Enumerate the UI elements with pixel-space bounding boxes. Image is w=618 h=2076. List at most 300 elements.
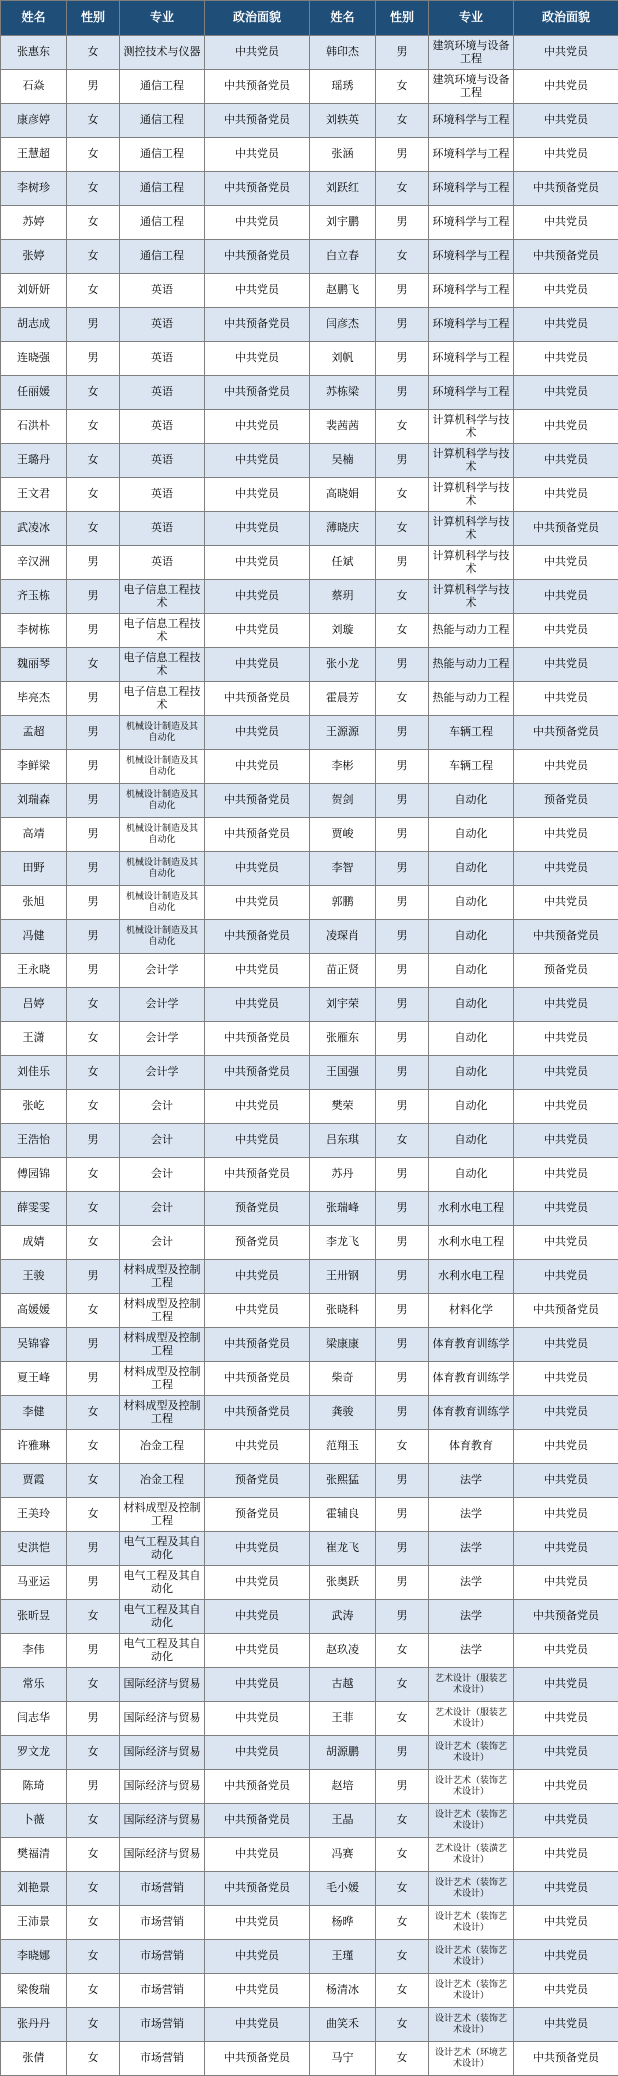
cell-political-status-left: 中共党员 bbox=[205, 1668, 310, 1702]
cell-political-status-left: 中共党员 bbox=[205, 580, 310, 614]
cell-name-left: 苏婷 bbox=[1, 206, 67, 240]
cell-major-right: 法学 bbox=[429, 1464, 514, 1498]
cell-major-left: 市场营销 bbox=[120, 1906, 205, 1940]
cell-name-right: 冯赛 bbox=[310, 1838, 376, 1872]
cell-name-left: 康彦婷 bbox=[1, 104, 67, 138]
cell-political-status-left: 中共预备党员 bbox=[205, 818, 310, 852]
cell-name-left: 贾霞 bbox=[1, 1464, 67, 1498]
cell-political-status-right: 中共党员 bbox=[514, 1736, 618, 1770]
table-row bbox=[1, 1158, 618, 1192]
table-row bbox=[1, 1736, 618, 1770]
cell-gender-left: 女 bbox=[67, 1294, 120, 1328]
cell-gender-right: 男 bbox=[376, 342, 429, 376]
cell-political-status-right: 中共党员 bbox=[514, 546, 618, 580]
cell-name-right: 龚骏 bbox=[310, 1396, 376, 1430]
cell-name-right: 刘璇 bbox=[310, 614, 376, 648]
cell-political-status-right: 中共党员 bbox=[514, 1124, 618, 1158]
table-row bbox=[1, 478, 618, 512]
cell-gender-left: 女 bbox=[67, 1022, 120, 1056]
cell-political-status-right: 中共党员 bbox=[514, 138, 618, 172]
cell-major-right: 艺术设计（服装艺术设计） bbox=[429, 1668, 514, 1702]
cell-major-right: 热能与动力工程 bbox=[429, 648, 514, 682]
header-major-left: 专业 bbox=[120, 1, 205, 36]
cell-major-left: 英语 bbox=[120, 376, 205, 410]
cell-major-left: 英语 bbox=[120, 512, 205, 546]
cell-gender-right: 女 bbox=[376, 580, 429, 614]
cell-major-right: 自动化 bbox=[429, 818, 514, 852]
cell-political-status-right: 中共党员 bbox=[514, 274, 618, 308]
cell-gender-left: 男 bbox=[67, 614, 120, 648]
cell-name-left: 田野 bbox=[1, 852, 67, 886]
cell-name-left: 孟超 bbox=[1, 716, 67, 750]
cell-name-right: 刘帆 bbox=[310, 342, 376, 376]
cell-name-left: 梁俊瑞 bbox=[1, 1974, 67, 2008]
cell-gender-right: 男 bbox=[376, 852, 429, 886]
cell-name-right: 李龙飞 bbox=[310, 1226, 376, 1260]
cell-gender-right: 男 bbox=[376, 1226, 429, 1260]
cell-major-right: 环境科学与工程 bbox=[429, 274, 514, 308]
cell-major-left: 国际经济与贸易 bbox=[120, 1668, 205, 1702]
cell-name-right: 王国强 bbox=[310, 1056, 376, 1090]
cell-political-status-right: 中共党员 bbox=[514, 1498, 618, 1532]
cell-gender-right: 男 bbox=[376, 274, 429, 308]
cell-gender-left: 女 bbox=[67, 1498, 120, 1532]
cell-political-status-right: 中共预备党员 bbox=[514, 2042, 618, 2076]
header-political-status-left: 政治面貌 bbox=[205, 1, 310, 36]
cell-gender-left: 女 bbox=[67, 1838, 120, 1872]
cell-political-status-right: 中共党员 bbox=[514, 1362, 618, 1396]
table-row bbox=[1, 1838, 618, 1872]
cell-name-right: 高晓娟 bbox=[310, 478, 376, 512]
cell-name-right: 凌琛肖 bbox=[310, 920, 376, 954]
cell-major-right: 法学 bbox=[429, 1600, 514, 1634]
cell-gender-right: 女 bbox=[376, 1668, 429, 1702]
cell-major-left: 英语 bbox=[120, 478, 205, 512]
cell-name-right: 郭鹏 bbox=[310, 886, 376, 920]
cell-gender-left: 女 bbox=[67, 1158, 120, 1192]
cell-gender-right: 男 bbox=[376, 1056, 429, 1090]
cell-political-status-left: 中共党员 bbox=[205, 1294, 310, 1328]
cell-major-right: 体育教育训练学 bbox=[429, 1362, 514, 1396]
cell-gender-left: 女 bbox=[67, 1872, 120, 1906]
cell-name-right: 瑶琇 bbox=[310, 70, 376, 104]
header-gender-right: 性别 bbox=[376, 1, 429, 36]
cell-gender-right: 女 bbox=[376, 104, 429, 138]
cell-gender-left: 女 bbox=[67, 1736, 120, 1770]
cell-name-left: 张屹 bbox=[1, 1090, 67, 1124]
table-row bbox=[1, 614, 618, 648]
cell-major-left: 电气工程及其自动化 bbox=[120, 1634, 205, 1668]
cell-political-status-left: 中共党员 bbox=[205, 1838, 310, 1872]
cell-name-right: 毛小媛 bbox=[310, 1872, 376, 1906]
cell-major-left: 机械设计制造及其自动化 bbox=[120, 750, 205, 784]
cell-political-status-right: 中共党员 bbox=[514, 2008, 618, 2042]
cell-name-left: 连晓强 bbox=[1, 342, 67, 376]
cell-gender-right: 男 bbox=[376, 988, 429, 1022]
cell-political-status-right: 中共党员 bbox=[514, 1464, 618, 1498]
cell-major-left: 通信工程 bbox=[120, 206, 205, 240]
cell-political-status-right: 中共党员 bbox=[514, 206, 618, 240]
table-row bbox=[1, 1770, 618, 1804]
table-row bbox=[1, 1362, 618, 1396]
cell-gender-left: 女 bbox=[67, 376, 120, 410]
cell-political-status-left: 中共预备党员 bbox=[205, 1022, 310, 1056]
cell-political-status-right: 中共党员 bbox=[514, 852, 618, 886]
cell-major-right: 水利水电工程 bbox=[429, 1260, 514, 1294]
cell-major-left: 冶金工程 bbox=[120, 1464, 205, 1498]
cell-political-status-left: 中共党员 bbox=[205, 1124, 310, 1158]
table-row bbox=[1, 1430, 618, 1464]
cell-major-left: 测控技术与仪器 bbox=[120, 36, 205, 70]
cell-gender-right: 女 bbox=[376, 682, 429, 716]
cell-major-right: 自动化 bbox=[429, 1056, 514, 1090]
cell-political-status-left: 中共党员 bbox=[205, 546, 310, 580]
cell-political-status-left: 中共预备党员 bbox=[205, 2042, 310, 2076]
cell-name-right: 胡源鹏 bbox=[310, 1736, 376, 1770]
cell-name-left: 王慧超 bbox=[1, 138, 67, 172]
cell-gender-right: 女 bbox=[376, 2008, 429, 2042]
cell-name-right: 张熙猛 bbox=[310, 1464, 376, 1498]
cell-name-left: 史洪恺 bbox=[1, 1532, 67, 1566]
cell-gender-left: 男 bbox=[67, 1702, 120, 1736]
cell-name-right: 韩印杰 bbox=[310, 36, 376, 70]
cell-name-right: 张小龙 bbox=[310, 648, 376, 682]
cell-gender-right: 男 bbox=[376, 1260, 429, 1294]
table-row bbox=[1, 920, 618, 954]
cell-major-right: 热能与动力工程 bbox=[429, 614, 514, 648]
cell-name-right: 赵鹏飞 bbox=[310, 274, 376, 308]
cell-political-status-left: 中共党员 bbox=[205, 1974, 310, 2008]
cell-political-status-left: 中共党员 bbox=[205, 1940, 310, 1974]
cell-major-left: 通信工程 bbox=[120, 70, 205, 104]
cell-political-status-left: 中共党员 bbox=[205, 1600, 310, 1634]
table-row bbox=[1, 818, 618, 852]
cell-political-status-left: 中共党员 bbox=[205, 2008, 310, 2042]
cell-political-status-left: 中共党员 bbox=[205, 648, 310, 682]
cell-gender-right: 女 bbox=[376, 1430, 429, 1464]
header-major-right: 专业 bbox=[429, 1, 514, 36]
cell-gender-left: 男 bbox=[67, 682, 120, 716]
cell-gender-right: 女 bbox=[376, 70, 429, 104]
cell-political-status-left: 中共党员 bbox=[205, 886, 310, 920]
cell-gender-right: 女 bbox=[376, 1124, 429, 1158]
cell-name-right: 柴奇 bbox=[310, 1362, 376, 1396]
cell-political-status-left: 中共党员 bbox=[205, 342, 310, 376]
cell-political-status-right: 中共党员 bbox=[514, 886, 618, 920]
cell-name-left: 胡志成 bbox=[1, 308, 67, 342]
cell-major-left: 电子信息工程技术 bbox=[120, 648, 205, 682]
table-row bbox=[1, 1532, 618, 1566]
cell-gender-right: 男 bbox=[376, 1328, 429, 1362]
cell-political-status-left: 中共预备党员 bbox=[205, 104, 310, 138]
cell-gender-left: 男 bbox=[67, 580, 120, 614]
table-row bbox=[1, 1498, 618, 1532]
cell-name-left: 石焱 bbox=[1, 70, 67, 104]
cell-major-right: 艺术设计（装潢艺术设计） bbox=[429, 1838, 514, 1872]
cell-name-right: 赵培 bbox=[310, 1770, 376, 1804]
cell-political-status-left: 中共党员 bbox=[205, 444, 310, 478]
cell-major-left: 材料成型及控制工程 bbox=[120, 1362, 205, 1396]
cell-major-left: 材料成型及控制工程 bbox=[120, 1294, 205, 1328]
cell-major-right: 法学 bbox=[429, 1532, 514, 1566]
table-row bbox=[1, 512, 618, 546]
cell-gender-right: 男 bbox=[376, 1770, 429, 1804]
cell-name-right: 贺剑 bbox=[310, 784, 376, 818]
cell-gender-right: 男 bbox=[376, 138, 429, 172]
cell-major-right: 法学 bbox=[429, 1566, 514, 1600]
cell-political-status-right: 中共党员 bbox=[514, 750, 618, 784]
cell-name-left: 傅园锦 bbox=[1, 1158, 67, 1192]
cell-name-right: 樊荣 bbox=[310, 1090, 376, 1124]
cell-gender-right: 男 bbox=[376, 308, 429, 342]
cell-name-left: 王浩怡 bbox=[1, 1124, 67, 1158]
cell-name-left: 张婷 bbox=[1, 240, 67, 274]
cell-major-left: 会计学 bbox=[120, 954, 205, 988]
cell-major-right: 设计艺术（装饰艺术设计） bbox=[429, 1736, 514, 1770]
cell-political-status-right: 中共党员 bbox=[514, 988, 618, 1022]
cell-name-right: 白立春 bbox=[310, 240, 376, 274]
cell-political-status-left: 中共党员 bbox=[205, 1702, 310, 1736]
table-row bbox=[1, 172, 618, 206]
cell-major-right: 车辆工程 bbox=[429, 750, 514, 784]
cell-political-status-left: 中共预备党员 bbox=[205, 70, 310, 104]
table-row bbox=[1, 1464, 618, 1498]
cell-major-left: 会计 bbox=[120, 1226, 205, 1260]
cell-gender-left: 男 bbox=[67, 1566, 120, 1600]
cell-gender-left: 男 bbox=[67, 716, 120, 750]
cell-gender-left: 男 bbox=[67, 1124, 120, 1158]
cell-name-left: 石洪朴 bbox=[1, 410, 67, 444]
cell-major-right: 自动化 bbox=[429, 852, 514, 886]
cell-gender-left: 女 bbox=[67, 512, 120, 546]
cell-gender-right: 男 bbox=[376, 1464, 429, 1498]
cell-major-left: 机械设计制造及其自动化 bbox=[120, 818, 205, 852]
cell-gender-left: 男 bbox=[67, 70, 120, 104]
table-row bbox=[1, 2008, 618, 2042]
cell-political-status-left: 中共党员 bbox=[205, 1090, 310, 1124]
cell-major-left: 市场营销 bbox=[120, 1974, 205, 2008]
cell-name-left: 樊福清 bbox=[1, 1838, 67, 1872]
cell-political-status-right: 中共党员 bbox=[514, 1974, 618, 2008]
cell-political-status-right: 中共预备党员 bbox=[514, 716, 618, 750]
cell-name-right: 裴茜茜 bbox=[310, 410, 376, 444]
table-row bbox=[1, 2042, 618, 2076]
cell-major-right: 环境科学与工程 bbox=[429, 342, 514, 376]
cell-major-right: 计算机科学与技术 bbox=[429, 478, 514, 512]
cell-name-right: 苏丹 bbox=[310, 1158, 376, 1192]
cell-name-left: 马亚运 bbox=[1, 1566, 67, 1600]
cell-major-left: 市场营销 bbox=[120, 1872, 205, 1906]
cell-gender-left: 女 bbox=[67, 444, 120, 478]
cell-name-left: 王沛景 bbox=[1, 1906, 67, 1940]
cell-major-left: 通信工程 bbox=[120, 172, 205, 206]
cell-name-right: 薄晓庆 bbox=[310, 512, 376, 546]
cell-gender-left: 女 bbox=[67, 1940, 120, 1974]
cell-gender-left: 女 bbox=[67, 240, 120, 274]
cell-political-status-right: 中共党员 bbox=[514, 410, 618, 444]
cell-name-right: 马宁 bbox=[310, 2042, 376, 2076]
cell-gender-right: 男 bbox=[376, 1362, 429, 1396]
table-row bbox=[1, 1056, 618, 1090]
cell-major-left: 通信工程 bbox=[120, 138, 205, 172]
cell-gender-left: 女 bbox=[67, 1192, 120, 1226]
cell-gender-right: 女 bbox=[376, 1804, 429, 1838]
cell-political-status-right: 中共党员 bbox=[514, 580, 618, 614]
cell-gender-left: 男 bbox=[67, 546, 120, 580]
cell-gender-left: 男 bbox=[67, 1770, 120, 1804]
cell-political-status-left: 中共党员 bbox=[205, 988, 310, 1022]
cell-political-status-left: 中共党员 bbox=[205, 1736, 310, 1770]
cell-name-right: 曲笑禾 bbox=[310, 2008, 376, 2042]
cell-gender-right: 男 bbox=[376, 818, 429, 852]
cell-major-left: 市场营销 bbox=[120, 1940, 205, 1974]
cell-name-left: 毕亮杰 bbox=[1, 682, 67, 716]
cell-political-status-left: 中共预备党员 bbox=[205, 172, 310, 206]
cell-name-right: 张奥跃 bbox=[310, 1566, 376, 1600]
cell-major-right: 体育教育训练学 bbox=[429, 1396, 514, 1430]
table-row bbox=[1, 1804, 618, 1838]
cell-political-status-right: 中共党员 bbox=[514, 1770, 618, 1804]
cell-name-right: 古越 bbox=[310, 1668, 376, 1702]
cell-major-left: 电气工程及其自动化 bbox=[120, 1566, 205, 1600]
cell-major-right: 设计艺术（环境艺术设计） bbox=[429, 2042, 514, 2076]
cell-political-status-right: 中共党员 bbox=[514, 818, 618, 852]
cell-gender-left: 女 bbox=[67, 1464, 120, 1498]
cell-political-status-right: 中共党员 bbox=[514, 1702, 618, 1736]
cell-gender-right: 女 bbox=[376, 1634, 429, 1668]
cell-major-left: 英语 bbox=[120, 342, 205, 376]
cell-name-right: 蔡玥 bbox=[310, 580, 376, 614]
table-row bbox=[1, 682, 618, 716]
cell-name-right: 霍晨芳 bbox=[310, 682, 376, 716]
table-row bbox=[1, 1294, 618, 1328]
cell-name-left: 薛雯雯 bbox=[1, 1192, 67, 1226]
cell-major-right: 建筑环境与设备工程 bbox=[429, 70, 514, 104]
table-row bbox=[1, 580, 618, 614]
cell-political-status-left: 预备党员 bbox=[205, 1192, 310, 1226]
cell-gender-right: 男 bbox=[376, 1736, 429, 1770]
cell-political-status-left: 中共党员 bbox=[205, 512, 310, 546]
cell-major-right: 车辆工程 bbox=[429, 716, 514, 750]
cell-gender-left: 女 bbox=[67, 1600, 120, 1634]
cell-major-right: 自动化 bbox=[429, 988, 514, 1022]
cell-political-status-left: 预备党员 bbox=[205, 1464, 310, 1498]
cell-political-status-left: 中共预备党员 bbox=[205, 784, 310, 818]
cell-name-left: 任丽媛 bbox=[1, 376, 67, 410]
cell-major-right: 自动化 bbox=[429, 1124, 514, 1158]
cell-political-status-left: 中共预备党员 bbox=[205, 376, 310, 410]
cell-political-status-left: 中共党员 bbox=[205, 478, 310, 512]
cell-gender-left: 女 bbox=[67, 1804, 120, 1838]
cell-major-right: 环境科学与工程 bbox=[429, 240, 514, 274]
cell-name-left: 王文君 bbox=[1, 478, 67, 512]
table-row bbox=[1, 1906, 618, 1940]
cell-political-status-left: 预备党员 bbox=[205, 1498, 310, 1532]
table-row bbox=[1, 1124, 618, 1158]
cell-gender-right: 男 bbox=[376, 1090, 429, 1124]
cell-major-left: 会计学 bbox=[120, 1022, 205, 1056]
cell-political-status-right: 中共党员 bbox=[514, 1090, 618, 1124]
cell-name-left: 李树珍 bbox=[1, 172, 67, 206]
cell-political-status-right: 中共党员 bbox=[514, 1804, 618, 1838]
table-row bbox=[1, 1872, 618, 1906]
cell-major-left: 国际经济与贸易 bbox=[120, 1838, 205, 1872]
cell-political-status-right: 中共党员 bbox=[514, 1430, 618, 1464]
cell-political-status-left: 中共党员 bbox=[205, 852, 310, 886]
cell-gender-right: 男 bbox=[376, 716, 429, 750]
cell-gender-left: 女 bbox=[67, 2008, 120, 2042]
cell-name-left: 高靖 bbox=[1, 818, 67, 852]
cell-name-right: 崔龙飞 bbox=[310, 1532, 376, 1566]
cell-major-left: 国际经济与贸易 bbox=[120, 1804, 205, 1838]
cell-gender-right: 男 bbox=[376, 36, 429, 70]
table-row bbox=[1, 1226, 618, 1260]
cell-major-left: 市场营销 bbox=[120, 2042, 205, 2076]
cell-gender-left: 女 bbox=[67, 172, 120, 206]
cell-major-left: 英语 bbox=[120, 308, 205, 342]
cell-political-status-left: 中共预备党员 bbox=[205, 1056, 310, 1090]
cell-major-right: 设计艺术（装饰艺术设计） bbox=[429, 1940, 514, 1974]
cell-gender-left: 女 bbox=[67, 36, 120, 70]
cell-major-left: 电子信息工程技术 bbox=[120, 580, 205, 614]
cell-political-status-right: 中共党员 bbox=[514, 1226, 618, 1260]
cell-political-status-right: 中共预备党员 bbox=[514, 1600, 618, 1634]
cell-gender-right: 男 bbox=[376, 376, 429, 410]
cell-political-status-right: 中共党员 bbox=[514, 36, 618, 70]
cell-gender-left: 男 bbox=[67, 308, 120, 342]
cell-political-status-left: 中共预备党员 bbox=[205, 1328, 310, 1362]
cell-gender-left: 女 bbox=[67, 478, 120, 512]
table-row bbox=[1, 1192, 618, 1226]
cell-political-status-right: 中共预备党员 bbox=[514, 512, 618, 546]
cell-political-status-right: 中共党员 bbox=[514, 342, 618, 376]
cell-gender-right: 女 bbox=[376, 1940, 429, 1974]
cell-gender-right: 女 bbox=[376, 614, 429, 648]
cell-name-left: 李健 bbox=[1, 1396, 67, 1430]
cell-major-left: 国际经济与贸易 bbox=[120, 1736, 205, 1770]
table-row bbox=[1, 954, 618, 988]
cell-political-status-right: 中共党员 bbox=[514, 682, 618, 716]
cell-political-status-left: 中共预备党员 bbox=[205, 308, 310, 342]
cell-political-status-right: 中共党员 bbox=[514, 1056, 618, 1090]
cell-major-left: 英语 bbox=[120, 410, 205, 444]
cell-name-left: 李树栋 bbox=[1, 614, 67, 648]
cell-name-left: 李鲜梁 bbox=[1, 750, 67, 784]
cell-name-right: 杨清冰 bbox=[310, 1974, 376, 2008]
cell-name-right: 李彬 bbox=[310, 750, 376, 784]
table-row bbox=[1, 274, 618, 308]
cell-political-status-right: 中共预备党员 bbox=[514, 172, 618, 206]
cell-gender-left: 男 bbox=[67, 818, 120, 852]
table-row bbox=[1, 342, 618, 376]
cell-major-right: 设计艺术（装饰艺术设计） bbox=[429, 1906, 514, 1940]
cell-major-left: 机械设计制造及其自动化 bbox=[120, 920, 205, 954]
cell-major-right: 材料化学 bbox=[429, 1294, 514, 1328]
cell-political-status-right: 中共党员 bbox=[514, 104, 618, 138]
cell-gender-left: 女 bbox=[67, 988, 120, 1022]
cell-major-right: 自动化 bbox=[429, 1022, 514, 1056]
cell-political-status-right: 中共预备党员 bbox=[514, 920, 618, 954]
table-row bbox=[1, 410, 618, 444]
cell-political-status-left: 中共党员 bbox=[205, 614, 310, 648]
cell-gender-left: 男 bbox=[67, 750, 120, 784]
cell-name-right: 杨晔 bbox=[310, 1906, 376, 1940]
cell-gender-left: 男 bbox=[67, 342, 120, 376]
roster-body bbox=[1, 36, 618, 2076]
cell-major-left: 国际经济与贸易 bbox=[120, 1702, 205, 1736]
cell-political-status-left: 中共预备党员 bbox=[205, 1396, 310, 1430]
table-row bbox=[1, 1634, 618, 1668]
